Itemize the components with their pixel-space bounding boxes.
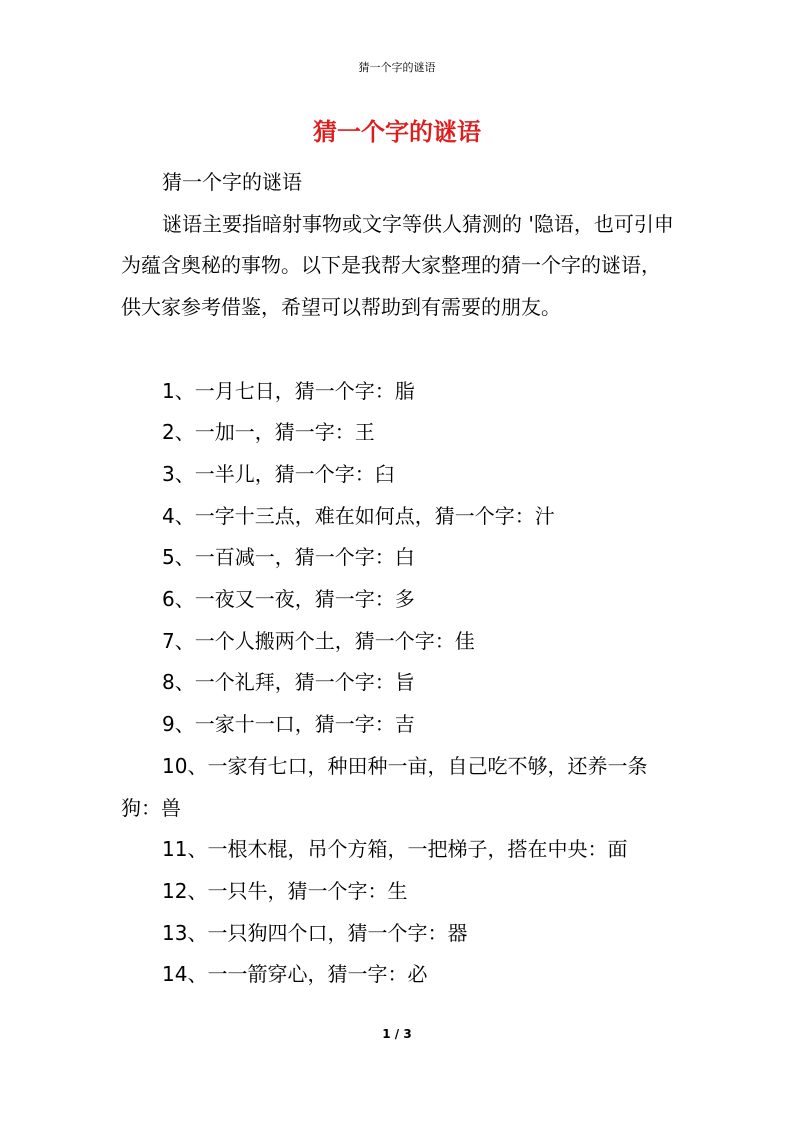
riddle-item: 11、一根木棍，吊个方箱，一把梯子，搭在中央：面 xyxy=(162,837,628,862)
paragraph-spacer xyxy=(121,329,676,371)
riddle-item: 8、一个礼拜，猜一个字：旨 xyxy=(162,670,415,695)
document-body xyxy=(121,162,676,996)
riddle-item: 14、一一箭穿心，猜一字：必 xyxy=(162,962,428,987)
riddle-item: 10、一家有七口，种田种一亩，自己吃不够，还养一条狗：兽 xyxy=(121,753,648,820)
running-header: 猜一个字的谜语 xyxy=(358,61,436,74)
riddle-item: 6、一夜又一夜，猜一字：多 xyxy=(162,587,415,612)
riddle-item: 5、一百减一，猜一个字：白 xyxy=(162,545,415,570)
document-subtitle: 猜一个字的谜语 xyxy=(162,170,302,194)
document-title: 猜一个字的谜语 xyxy=(313,118,481,146)
riddle-item: 3、一半儿，猜一个字：臼 xyxy=(162,461,395,486)
riddle-item: 4、一字十三点，难在如何点，猜一个字：汁 xyxy=(162,503,555,528)
page-number: 1 / 3 xyxy=(382,1027,412,1041)
riddle-item: 13、一只狗四个口，猜一个字：器 xyxy=(162,920,468,945)
riddle-item: 12、一只牛，猜一个字：生 xyxy=(162,878,408,903)
riddle-item: 1、一月七日，猜一个字：脂 xyxy=(162,378,415,403)
riddle-item: 2、一加一，猜一字：王 xyxy=(162,420,375,445)
riddle-item: 9、一家十一口，猜一字：吉 xyxy=(162,712,415,737)
riddle-item: 7、一个人搬两个土，猜一个字：佳 xyxy=(162,628,475,653)
intro-paragraph: 谜语主要指暗射事物或文字等供人猜测的 '隐语，也可引申为蕴含奥秘的事物。以下是我帮大家整理的猜一个字的谜语，供大家参考借鉴，希望可以帮助到有需要的朋友。 xyxy=(121,211,674,320)
